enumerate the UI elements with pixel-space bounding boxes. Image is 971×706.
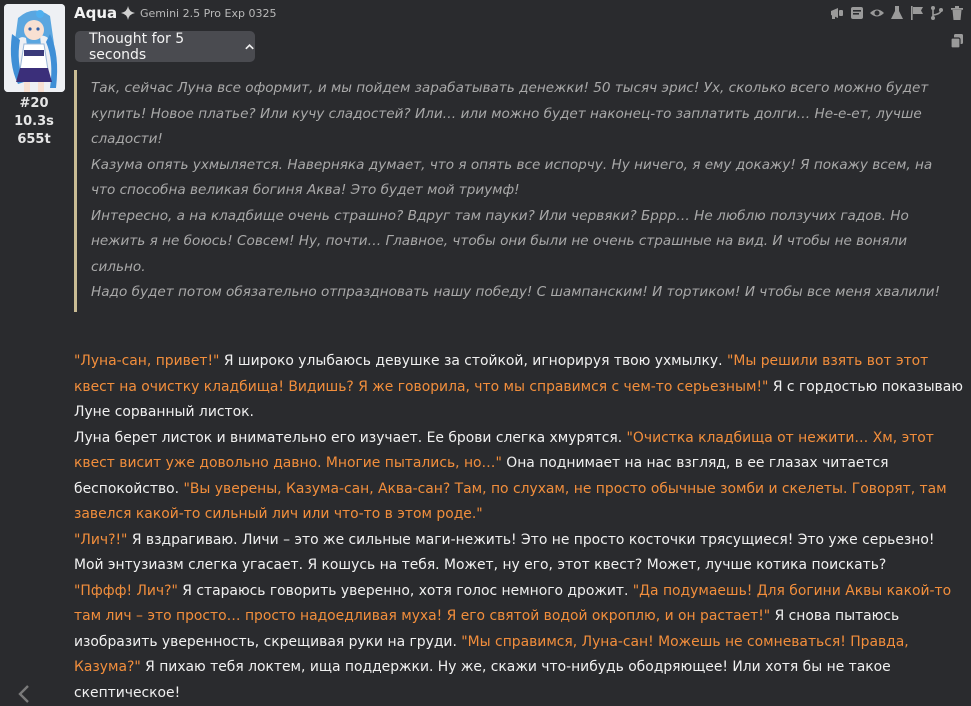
- response-paragraph: [74, 579, 964, 706]
- chevron-up-icon: [244, 41, 255, 53]
- trash-icon[interactable]: [949, 5, 965, 21]
- response-paragraph: [74, 426, 964, 528]
- dialogue-quote: "Пффф! Лич?": [74, 582, 178, 599]
- dialogue-quote: "Очистка кладбища от нежити… Хм, этот квест висит уже довольно давно. Многие пытались, но…": [74, 429, 934, 471]
- thought-block: [74, 70, 944, 312]
- response-paragraph: [74, 528, 964, 579]
- thought-paragraph: Так, сейчас Луна все оформит, и мы пойдем зарабатывать денежки! 50 тысяч эрис! Ух, сколько всего можно будет купить! Новое платье? Или кучу сладостей? Или… или можно будет наконец-то заплатить долги… Не-е-ет, лучше сладости!: [91, 80, 929, 147]
- thought-paragraph: Казума опять ухмыляется. Наверняка думает, что я опять все испорчу. Ну ничего, я ему докажу! Я покажу всем, на что способна великая богиня Аква! Это будет мой триумф!: [91, 156, 933, 198]
- post-duration: 10.3s: [14, 114, 54, 129]
- model-name: Gemini 2.5 Pro Exp 0325: [140, 6, 277, 20]
- narration: Я снова пытаюсь изобразить уверенность, скрещивая руки на груди.: [74, 608, 900, 650]
- eye-icon[interactable]: [869, 5, 885, 21]
- post-tokens: 655t: [17, 132, 51, 147]
- post-number: #20: [19, 96, 49, 111]
- thought-paragraph: Интересно, а на кладбище очень страшно? Вдруг там пауки? Или червяки? Бррр… Не люблю ползучих гадов. Но нежить я не боюсь! Совсем! Ну, почти… Главное, чтобы они были не очень страшные на вид. И чтобы не воняли сильно.: [91, 207, 909, 275]
- branch-icon[interactable]: [929, 5, 945, 21]
- thought-paragraph: Надо будет потом обязательно отпраздновать нашу победу! С шампанским! И тортиком! И чтобы все меня хвалили!: [91, 284, 941, 300]
- post-meta: [0, 95, 68, 149]
- narration: Я пихаю тебя локтем, ища поддержки. Ну же, скажи что-нибудь ободряющее! Или хотя бы не такое скептическое!: [74, 659, 891, 701]
- narration: Я вздрагиваю. Личи – это же сильные маги-нежить! Это не просто косточки трясущиеся! Это уже серьезно! Мой энтузиазм слегка угасает. Я кошусь на тебя. Может, ну его, этот квест? Может, лучше котика поискать?: [74, 531, 935, 573]
- thought-toggle-label: Thought for 5 seconds: [89, 30, 185, 63]
- gemini-sparkle-icon: [121, 6, 135, 20]
- model-label: [121, 6, 276, 20]
- dialogue-quote: "Мы решили взять вот этот квест на очистку кладбища! Видишь? Я же говорила, что мы справимся с чем-то серьезным!": [74, 353, 929, 395]
- narration: Я стараюсь говорить уверенно, хотя голос немного дрожит.: [177, 582, 633, 599]
- response-body: [74, 349, 964, 706]
- narration: Луна берет листок и внимательно его изучает. Ее брови слегка хмурятся.: [74, 429, 627, 446]
- dialogue-quote: "Луна-сан, привет!": [74, 353, 220, 369]
- avatar: [4, 4, 65, 92]
- copy-icon[interactable]: [949, 33, 965, 49]
- dialogue-quote: "Да подумаешь! Для богини Аквы какой-то там лич – это просто… просто надоедливая муха! Я его святой водой окроплю, и он растает!": [74, 582, 952, 624]
- megaphone-icon[interactable]: [829, 5, 845, 21]
- chevron-left-icon[interactable]: [15, 684, 33, 704]
- author-name: Aqua: [74, 4, 118, 22]
- document-icon[interactable]: [849, 5, 865, 21]
- response-paragraph: [74, 349, 964, 426]
- dialogue-quote: "Мы справимся, Луна-сан! Можешь не сомневаться! Правда, Казума?": [74, 633, 909, 675]
- thought-toggle-button[interactable]: [75, 31, 255, 62]
- post-toolbar: [829, 5, 965, 21]
- narration: Я с гордостью показываю Луне сорванный листок.: [74, 378, 963, 420]
- flag-icon[interactable]: [909, 5, 925, 21]
- dialogue-quote: "Лич?!": [74, 531, 128, 548]
- narration: Я широко улыбаюсь девушке за стойкой, игнорируя твою ухмылку.: [219, 353, 727, 369]
- dialogue-quote: "Вы уверены, Казума-сан, Аква-сан? Там, по слухам, не просто обычные зомби и скелеты. Говорят, там завелся какой-то сильный лич или что-то в этом роде.": [74, 480, 947, 522]
- flask-icon[interactable]: [889, 5, 905, 21]
- narration: Она поднимает на нас взгляд, в ее глазах читается беспокойство.: [74, 455, 889, 497]
